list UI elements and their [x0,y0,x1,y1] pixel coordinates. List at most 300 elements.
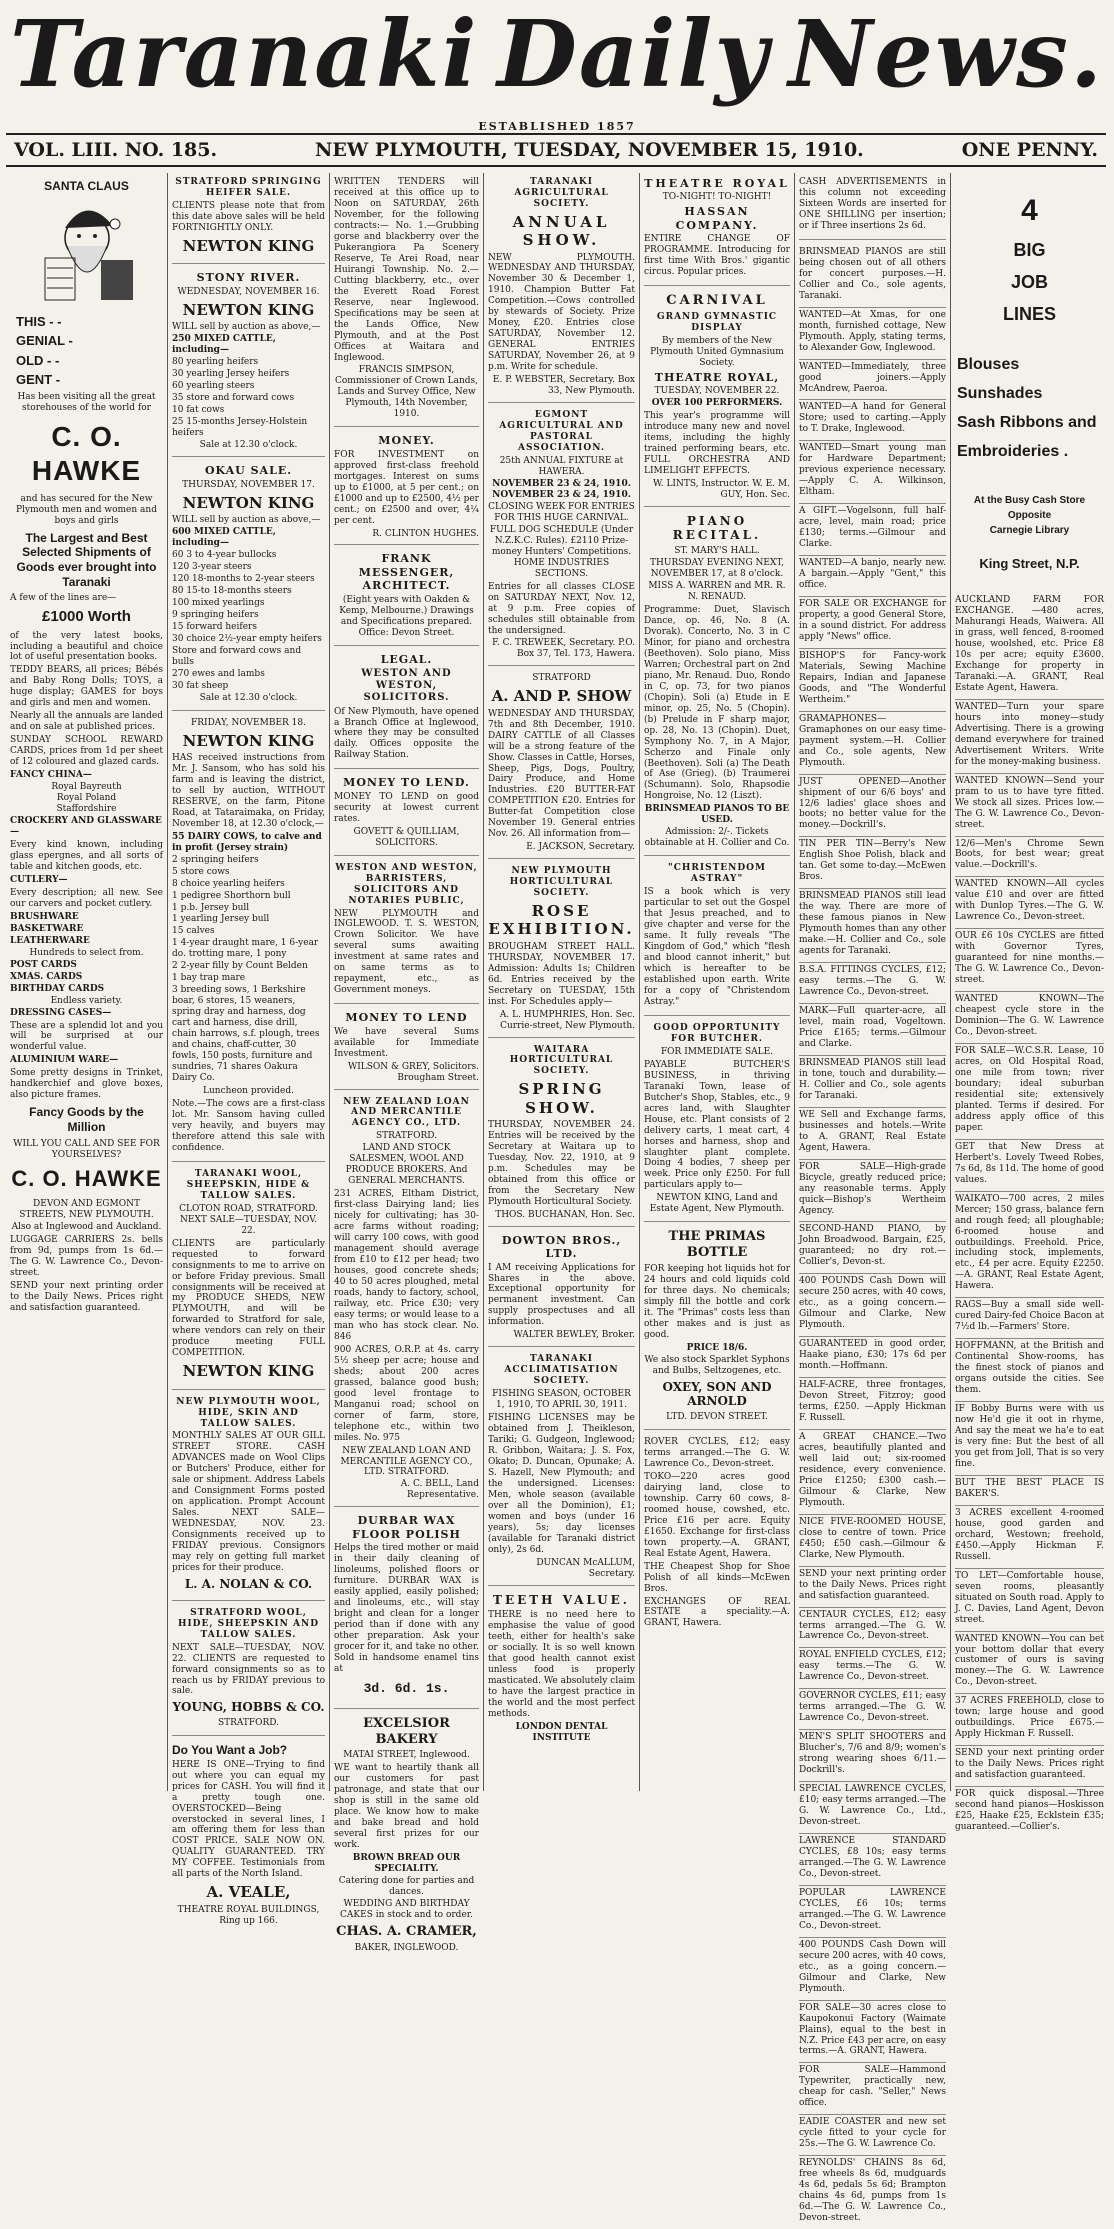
cattle-item: 30 choice 2½-year empty heifers [172,633,322,644]
bewley: WALTER BEWLEY, Broker. [513,1330,635,1341]
theatre2-date: TUESDAY, NOVEMBER 22. [654,386,780,397]
secured-text: and has secured for the New Plymouth men and women and boys and girls [16,493,157,526]
hawke-name-2: C. O. HAWKE [11,1166,162,1192]
heading: Do You Want a Job? [172,1743,288,1758]
note: Note.—The cows are a first-class lot. Mr. Sansom having culled very heavily, and buyers may therefore attend this sale with confidence. [172,1098,325,1153]
classified-ad: FOR SALE—Hammond Typewriter, practically new, cheap for cash. "Seller," News office. [799,2065,946,2115]
text: I AM receiving Applications for Shares in the above. Exceptional opportunity for permanent investment. Can supply prospectuses and all information. [488,1262,635,1328]
classified-ad: 400 POUNDS Cash Down will secure 250 acres, with 40 cows, etc., as a going concern.—Gilmour and Clarke, New Plymouth. [799,1276,946,1337]
fishing: FISHING SEASON, OCTOBER 1, 1910, TO APRIL 30, 1911. [492,1389,631,1411]
nzloan2: NEW ZEALAND LOAN AND MERCANTILE AGENCY CO., LTD. STRATFORD. [340,1445,473,1478]
blouses-list [957,351,1102,466]
blouses: Blouses [957,356,1020,374]
text: MONTHLY SALES AT OUR GILL STREET STORE. CASH ADVANCES made on Wool Clips or Butchers' Produce, either for sale or shipment. Address Labels and Consignment Forms posted on application. Prompt Account Sales. NEXT SALE—WEDNESDAY, NOV. 23. Consignments received up to FRIDAY previous. Consignors may rely on getting full market prices for their produce. [172,1431,325,1574]
classified-ad: 12/6—Men's Chrome Sewn Boots, for best wear; great value.—Dockrill's. [955,839,1104,878]
performers: OVER 100 PERFORMERS. [651,398,783,409]
text: MONEY TO LEND on good security at lowest current rates. [334,791,479,824]
theatre-ad [644,177,790,286]
spring-show-ad [488,1045,635,1227]
cattle-item: Store and forward cows and bulls [172,645,302,667]
nolan: L. A. NOLAN & CO. [184,1577,313,1592]
sale-time: Sale at 12.30 o'clock. [199,692,298,703]
govett: GOVETT & QUILLIAM, SOLICITORS. [353,826,460,848]
piano-recital-ad [644,514,790,856]
cutlery-text: Every description; all new. See our carvers and pocket cutlery. [10,887,163,909]
heading: WESTON AND WESTON, BARRISTERS, SOLICITORS AND NOTARIES PUBLIC, [335,862,478,906]
genial-line-1: THIS - - [16,313,62,329]
butcher-ad [644,1023,790,1222]
text: WE want to heartily thank all our customers for past patronage, and state that our shop is still in the same old place. We know how to make and bake bread and hold several first prizes for our work. [334,1763,479,1851]
okau-sale-ad [172,464,325,710]
classified-ad: WE Sell and Exchange farms, businesses and hotels.—Write to A. GRANT, Real Estate Agent, Hawera. [799,1110,946,1160]
hide-sales-ad [172,1397,325,1601]
basketware: BASKETWARE [10,923,84,934]
volume-number: VOL. LIII. NO. 185. [14,139,218,161]
dairy-heading: 55 DAIRY COWS, to calve and in profit (Jersey strain) [172,831,322,853]
legal-ad [334,653,479,770]
classified-ad: SECOND-HAND PIANO, by John Broadwood. Bargain, £25, guaranteed; no dry rot.—Collier's, Devon-st. [799,1224,946,1274]
classified-ad: WANTED—Immediately, three good joiners.—Apply McAndrew, Paeroa. [799,362,946,401]
classified-ad: FOR SALE OR EXCHANGE for property, a good General Store, in a sound district. For address apply "News" office. [799,599,946,649]
theatre2: THEATRE ROYAL, [654,370,780,384]
send-printing-ad: SEND your next printing order to the Daily News. Prices right and satisfaction guaranteed. [10,1281,163,1314]
cattle-item: 100 mixed yearlings [172,597,265,608]
annual-show: ANNUAL SHOW. [512,212,611,250]
classified-list [799,247,946,2229]
dateline [6,133,1106,167]
simpson: FRANCIS SIMPSON, Commissioner of Crown Lands, Lands and Survey Office, New Plymouth, 14th November, 1910. [334,365,479,420]
classified-ad: A GREAT CHANCE.—Two acres, beautifully planted and well laid out; six-roomed residence, every convenience. Price £1250; £300 cash.—Gilmour & Clarke, New Plymouth. [799,1432,946,1515]
classified-ad: A GIFT.—Vogelsonn, full half-acre, level, main road; price £130; terms.—Gilmour and Clarke. [799,506,946,556]
heading: THE PRIMAS BOTTLE [668,1229,766,1261]
classified-ad: BRINSMEAD PIANOS are still being chosen out of all others for concert purposes.—H. Collier and Co., sole agents, Taranaki. [799,247,946,308]
text: NEW PLYMOUTH and INGLEWOOD. T. S. WESTON, Crown Solicitor. We have several sums awaiting investment at same rates and on same terms as to repayment, etc., as Government moneys. [334,908,479,996]
santa-claus-illustration [27,198,147,308]
cattle-item: 35 store and forward cows [172,392,295,403]
text: FOR INVESTMENT on approved first-class freehold mortgages. Interest on sums up to £1000, at 5 per cent.; on £1000 and up to £2500, 4½ per cent.; on £2500 and over, 4¼ per cent. [334,449,479,526]
xmas-cards: XMAS. CARDS [10,971,83,982]
classified-ad: FOR SALE—W.C.S.R. Lease, 10 acres, on Old Hospital Road, one mile from town; river boundary; ideal suburban residential site; extensively planted. Terms if desired. For address apply office of this paper. [955,1046,1104,1140]
messenger-ad [334,552,479,645]
carnegie: Carnegie Library [989,524,1070,536]
oxey: OXEY, SON AND ARNOLD [662,1379,772,1409]
hughes: R. CLINTON HUGHES. [372,528,479,539]
humphries: A. L. HUMPHRIES, Hon. Sec. Currie-street, New Plymouth. [499,1009,635,1031]
dairy-item: 1 pedigree Shorthorn bull [172,890,291,901]
nz-loan-ad [334,1097,479,1508]
teddy-text: TEDDY BEARS, all prices; Bébés and Baby Rong Dolls; TOYS, a huge display; GAMES for boys and girls and men and women. [10,665,163,709]
birthday-cards: BIRTHDAY CARDS [10,983,105,994]
sash-ribbons: Sash Ribbons and Embroideries . [957,414,1097,460]
heading: NEW PLYMOUTH WOOL, HIDE, SKIN AND TALLOW SALES. [176,1396,321,1429]
classified-ad: GUARANTEED in good order, Haake piano, £30; 17s 6d per month.—Hoffmann. [799,1339,946,1378]
cattle-item: 30 yearling Jersey heifers [172,368,290,379]
dressing-text: These are a splendid lot and you will be surprised at our wonderful value. [10,1020,163,1053]
dairy-item: 2 2-year filly by Count Belden [172,961,308,972]
sunshades: Sunshades [957,385,1043,403]
date: WEDNESDAY, NOVEMBER 16. [177,286,320,297]
classified-ad: EADIE COASTER and new set cycle fitted to your cycle for 25s.—The G. W. Lawrence Co. [799,2117,946,2156]
few-lines: A few of the lines are— [10,593,117,604]
aluminium-text: Some pretty designs in Trinket, handkerchief and glove boxes, also picture frames. [10,1068,163,1101]
dog: FULL DOG SCHEDULE (Under N.Z.K.C. Rules). £2110 Prize-money Hunters' Competitions. HOME INDUSTRIES SECTIONS. [489,524,634,579]
classified-ad: GET that New Dress at Herbert's. Lovely Tweed Robes, 7s 6d, 8s 11d. The home of good values. [955,1142,1104,1192]
will-sell: WILL sell by auction as above,— [172,321,321,332]
heading: DOWTON BROS., LTD. [501,1233,622,1261]
books-text: of the very latest books, including a beautiful and choice lot of useful presentation books. [10,630,163,663]
classified-ad: BRINSMEAD PIANOS still lead the way. There are more of these famous pianos in New Plymouth homes than any other make.—H. Collier and Co., sole agents for Taranaki. [799,891,946,963]
admission: Admission: 2/-. Tickets obtainable at H. Collier and Co. [644,827,790,849]
classified-ad: SEND your next printing order to the Daily News. Prices right and satisfaction guaranteed. [799,1569,946,1608]
will-you-call: WILL YOU CALL AND SEE FOR YOURSELVES? [13,1138,160,1160]
crockery-text: Every kind known, including glass epergnes, and all sorts of table and kitchen goods, etc. [10,839,163,872]
column-2 [168,173,330,1926]
heading: MONEY TO LEND [345,1011,468,1025]
hawke-address: DEVON AND EGMONT STREETS, NEW PLYMOUTH. [19,1199,154,1221]
exchanges-ad: EXCHANGES OF REAL ESTATE a speciality.—A. GRANT, Hawera. [644,1596,790,1629]
bell: A. C. BELL, Land Representative. [400,1479,479,1501]
classified-ad: MARK—Full quarter-acre, all level, main road, Vogeltown. Price £165; terms.—Gilmour and Clarke. [799,1006,946,1056]
weston: WESTON AND WESTON, SOLICITORS. [361,667,452,704]
teeth-ad [488,1593,635,1750]
big-job-lines [955,193,1104,325]
weston-barristers-ad [334,863,479,1005]
luggage-ad: LUGGAGE CARRIERS 2s. bells from 9d, pumps from 1s 6d.—The G. W. Lawrence Co., Devon-street. [10,1235,163,1279]
stock: LAND AND STOCK SALESMEN, WOOL AND PRODUCE BROKERS. And GENERAL MERCHANTS. [345,1143,468,1187]
closing: CLOSING WEEK FOR ENTRIES FOR THIS HUGE CARNIVAL. [488,501,635,523]
heading: NEW PLYMOUTH HORTICULTURAL SOCIETY. [509,866,614,899]
classified-ad: GOVERNOR CYCLES, £11; easy terms arranged.—The G. W. Lawrence Co., Devon-street. [799,1691,946,1730]
wilson: WILSON & GREY, Solicitors. Brougham Street. [347,1061,479,1083]
newton-king: NEWTON KING, Land and Estate Agent, New Plymouth. [649,1193,785,1215]
treweek: F. C. TREWEEK, Secretary. P.O. Box 37, Tel. 173, Hawera. [492,638,635,660]
text: CLIENTS are particularly requested to forward consignments to me to arrive on or before Friday previous. Small consignments will be received at my PRODUCE SHEDS, NEW PLYMOUTH, and will be forwarded to Stratford for sale, where vendors can rely on their produce meeting FULL COMPETITION. [172,1238,325,1359]
lend2-ad [334,1011,479,1089]
text: BROUGHAM STREET HALL. THURSDAY, NOVEMBER 17. Admission: Adults 1s; Children 6d. Entries received by the Secretary on TUESDAY, 15th inst. For Schedules apply— [488,941,635,1007]
sunday-text: SUNDAY SCHOOL REWARD CARDS, prices from 1d per sheet of 12 coloured and glazed cards. [10,735,163,768]
stratford-show-ad [488,673,635,859]
newton-king: NEWTON KING [182,300,315,319]
classified-ad: WANTED—Smart young man for Hardware Department; previous experience necessary.—Apply C. A. Wilkinson, Eltham. [799,443,946,504]
visiting-text: Has been visiting all the great storehouses of the world for [17,391,156,413]
cash-ads-notice [799,177,946,240]
tonight: TO-NIGHT! TO-NIGHT! [662,192,772,203]
job: JOB [1010,271,1048,292]
veale-address: THEATRE ROYAL BUILDINGS, Ring up 166. [177,1904,320,1926]
column-7 [951,173,1108,1833]
heading: FRANK MESSENGER, ARCHITECT. [358,552,455,593]
classified-ad: WANTED—Turn your spare hours into money—study Advertising. There is a growing demand everywhere for trained Advertisement Writers. Write for the money-making business. [955,702,1104,774]
carnival: CARNIVAL [666,293,768,309]
gym-text: By members of the New Plymouth United Gymnasium Society. [650,335,784,368]
classified-ad: OUR £6 10s CYCLES are fitted with Governor Tyres, guaranteed for nine months.—The G. W. Lawrence Co., Devon-street. [955,931,1104,992]
heading: STRATFORD WOOL, HIDE, SHEEPSKIN AND TALLOW SALES. [177,1607,320,1640]
classified-ad: WANTED KNOWN—The cheapest cycle store in the Dominion—The G. W. Lawrence Co., Devon-street. [955,994,1104,1044]
acres-900: 900 ACRES, O.R.P. at 4s. carry 5½ sheep per acre; house and sheds; about 200 acres grassed, balance good bush; good level frontage to Manganui road; school on corner of farm, store, telephone etc., within two miles. No. 975 [334,1344,479,1443]
heading: WAITARA HORTICULTURAL SOCIETY. [509,1044,614,1077]
cattle-item: 60 3 to 4-year bullocks [172,550,277,561]
classified-ad: WANTED KNOWN—Send your pram to us to have tyre fitted. We stock all sizes. Prices low.—The G. W. Lawrence Co., Devon-street. [955,776,1104,837]
genial-line-2: GENIAL - [16,333,73,349]
text: Helps the tired mother or maid in their daily cleaning of linoleums, polished floors or furniture. DURBAR WAX is easily applied, easily polished; and linoleums, etc., will stay bright and clean for a longer period than if done with any other preparation. Ask your grocer for it, and take no other. Sold in handsome enamel tins at [334,1543,479,1674]
price: PRICE 18/6. [686,1342,748,1353]
rose-exhibition-ad [488,866,635,1037]
heading: EGMONT AGRICULTURAL AND PASTORAL ASSOCIATION. [499,410,624,453]
sale-time: Sale at 12.30 o'clock. [199,439,298,450]
cutlery-heading: CUTLERY— [10,874,68,885]
worth-heading: £1000 Worth [42,608,131,626]
columns [6,173,1108,2224]
gym-more: This year's programme will introduce many new and novel items, including the highly trained performing bears, etc. FULL ORCHESTRA AND LIMELIGHT EFFECTS. [644,411,790,476]
dairy-item: 15 calves [172,926,215,937]
young-hobbs: YOUNG, HOBBS & CO. [172,1700,325,1715]
text: PAYABLE BUTCHER'S BUSINESS, in thriving Taranaki Town, lease of Butcher's Shop, Stables, etc., 9 acres land, with Slaughter House, etc. Plant consists of 2 delivery carts, 1 meat cart, 4 horses and harness, shop and slaughter plant complete. Doing 4 bodies, 7 sheep per week. Price only £250. For full particulars apply to— [644,1059,790,1191]
immediate: FOR IMMEDIATE SALE. [660,1046,774,1057]
cattle-item: 270 ewes and lambs [172,668,265,679]
lend-ad [334,776,479,855]
column-6 [795,173,951,2224]
dairy-item: 1 4-year draught mare, 1 6-year do. trotting mare, 1 pony [172,938,319,960]
linton: W. LINTS, Instructor. W. E. M. GUY, Hon. Sec. [653,478,790,500]
masthead-word-2: Daily [497,0,770,108]
newton-king: NEWTON KING [182,493,315,512]
busy-cash-store [955,493,1104,574]
newton-king: NEWTON KING [182,731,315,750]
heading: GOOD OPPORTUNITY FOR BUTCHER. [653,1022,781,1044]
will-sell: WILL sell by auction as above,— [172,515,321,526]
dressing-heading: DRESSING CASES— [10,1007,112,1018]
classified-ad: FOR SALE—High-grade Bicycle, greatly reduced price; any reasonable terms. Apply quick—Bishop's Wertheim Agency. [799,1162,946,1223]
classified-ad: ROYAL ENFIELD CYCLES, £12; easy terms.—The G. W. Lawrence Co., Devon-street. [799,1650,946,1689]
cattle-item: 9 springing heifers [172,609,259,620]
text: FOR keeping hot liquids hot for 24 hours and cold liquids cold for three days. No chemicals; simply fill the bottle and cork it. The "Primas" costs less than other makes and is just as good. [644,1264,790,1340]
stony-river-ad [172,271,325,457]
newton-king: NEWTON KING [182,1362,315,1381]
classified-ad: WANTED—A hand for General Store; used to carting.—Apply to T. Drake, Inglewood. [799,402,946,441]
china-items: Royal Bayreuth Royal Poland Staffordshire [51,782,122,815]
genial-gent [16,312,157,390]
classified-ad: POPULAR LAWRENCE CYCLES, £6 10s; terms arranged.—The G. W. Lawrence Co., Devon-street. [799,1888,946,1938]
hall-date: THURSDAY EVENING NEXT, NOVEMBER 17, at 8 o'clock. [650,558,784,580]
stratford-wool-ad [172,1608,325,1736]
classified-ad: 37 ACRES FREEHOLD, close to town; large house and good outbuildings. Price £675.—Apply Hickman F. Russell. [955,1696,1104,1746]
gym: GRAND GYMNASTIC DISPLAY [656,311,778,333]
cheapest-ad: THE Cheapest Shop for Shoe Polish of all kinds—McEwen Bros. [644,1561,790,1594]
egmont-ad [488,410,635,666]
hawke-name: C. O. HAWKE [31,420,142,486]
classified-ad: FOR quick disposal.—Three second hand pianos—Hoskisson £25, Haake £25, Ecklstein £35; guaranteed.—Collier's. [955,1789,1104,1833]
acres-231: 231 ACRES, Eltham District, first-class Dairying land; lies nicely for cultivating; has 30-acre farms without roading; will carry 100 cows, with good management should average from £10 to £12 per head; two houses, good concrete sheds; 40 to 50 acres ploughed, metal roads, handy to factory, school, railway, etc. Price £30; very easy terms; or would lease to a man who has stock clear. No. 846 [334,1189,479,1342]
text: THERE is no need here to emphasise the value of good teeth, either for health's sake or socially. It is so well known that good health cannot exist unless food is properly masticated. We absolutely claim to have the largest practice in the world and the most perfect methods. [488,1610,635,1720]
cattle-heading: 250 MIXED CATTLE, including— [172,333,276,355]
place-date: NEW PLYMOUTH, TUESDAY, NOVEMBER 15, 1910. [315,139,864,161]
post-cards: POST CARDS [10,959,77,970]
established-line: ESTABLISHED 1857 [478,120,636,133]
cattle-item: 30 fat sheep [172,680,229,691]
webster: E. P. WEBSTER, Secretary. Box 33, New Plymouth. [492,375,635,397]
cramer: CHAS. A. CRAMER, [336,1923,477,1939]
classified-ad: TIN PER TIN—Berry's New English Shoe Polish, black and tan. Get some to-day.—McEwen Bros. [799,839,946,889]
heading: TEETH VALUE. [493,1592,630,1607]
mcallum: DUNCAN McALLUM, Secretary. [536,1557,635,1579]
text: ENTIRE CHANGE OF PROGRAMME. Introducing for first time With Bros.' gigantic circus. Popular prices. [644,234,790,278]
opposite: Opposite [1007,509,1052,521]
hassan: HASSAN COMPANY. [675,205,759,232]
job-ad [172,1743,325,1933]
fixture: 25th ANNUAL FIXTURE at HAWERA. [499,455,624,477]
classified-ad: B.S.A. FITTINGS CYCLES, £12; easy terms.—The G. W. Lawrence Co., Devon-street. [799,965,946,1004]
dowton-ad [488,1234,635,1348]
classified-ad: IF Bobby Burns were with us now He'd gie it oot in rhyme, And say the meat we ha'e to eat is very fine: But the best of all you get from Joll, That is so very fine. [955,1404,1104,1476]
big: BIG [1013,239,1046,260]
catering: Catering done for parties and dances. [338,1876,475,1898]
largest-shipment: The Largest and Best Selected Shipments of Goods ever brought into Taranaki [16,530,157,589]
santa-heading: SANTA CLAUS [44,179,129,193]
classified-ad: GRAMAPHONES—Gramaphones on our easy time-payment system.—H. Collier and Co., sole agents, New Plymouth. [799,714,946,775]
classified-ad: 3 ACRES excellent 4-roomed house, good garden and orchard, Westown; freehold, £450.—Apply Hickman F. Russell. [955,1508,1104,1569]
classified-ad: SEND your next printing order to the Daily News. Prices right and satisfaction guaranteed. [955,1748,1104,1787]
cattle-item: 60 yearling steers [172,380,255,391]
classified-ad: SPECIAL LAWRENCE CYCLES, £10; easy terms arranged.—The G. W. Lawrence Co., Ltd., Devon-street. [799,1784,946,1834]
dairy-item: 1 yearling Jersey bull [172,914,270,925]
christendom-ad [644,863,790,1016]
column-4 [484,173,640,1791]
cattle-item: 10 fat cows [172,404,225,415]
dairy-item: 5 store cows [172,866,230,877]
classified-ad: 400 POUNDS Cash Down will secure 200 acres, with 40 cows, etc., as a going concern.—Gilmour and Clarke, New Plymouth. [799,1940,946,2001]
dairy-item: 2 springing heifers [172,854,259,865]
ware-text: Hundreds to select from. [29,947,144,958]
oxey-sub: LTD. DEVON STREET. [666,1411,768,1422]
brushware: BRUSHWARE [10,911,79,922]
brown-bread: BROWN BREAD OUR SPECIALITY. [352,1853,461,1875]
text: WEDNESDAY AND THURSDAY, 7th and 8th December, 1910. DAIRY CATTLE of all Classes will be a strong feature of the Show. Classes in Cattle, Horses, Sheep, Pigs, Dogs, Poultry, Dairy Produce, and Home Industries. £20 BUTTER-FAT COMPETITION £20. Entries for Butter-fat Competition close November 19. General entries Nov. 26. All information from— [488,708,635,840]
heading: DURBAR WAX FLOOR POLISH [352,1514,461,1541]
column-1 [6,173,168,1791]
cattle-item: 120 3-year steers [172,562,252,573]
syphons: We also stock Sparklet Syphons and Bulbs, Seltzogenes, etc. [644,1354,790,1376]
text: CLIENTS please note that from this date above sales will be held FORTNIGHTLY ONLY. [172,200,325,233]
hawke-also: Also at Inglewood and Auckland. [11,1222,162,1233]
jackson: E. JACKSON, Secretary. [526,842,635,853]
classified-ad: REYNOLDS' CHAINS 8s 6d, free wheels 8s 6d, mudguards 4s 6d, pedals 5s 6d; Brampton chains 4s 6d, pumps from 1s 6d.—The G. W. Lawrence Co., Devon-street. [799,2158,946,2224]
classified-ad: NICE FIVE-ROOMED HOUSE, close to centre of town. Price £450; £50 cash.—Gilmour & Clarke, New Plymouth. [799,1517,946,1567]
wedding: WEDDING AND BIRTHDAY CAKES in stock and to order. [340,1898,473,1920]
classified-ad: TO LET—Comfortable house, seven rooms, pleasantly situated on South road. Apply to J. C. Davies, Land Agent, Devon street. [955,1571,1104,1632]
annuals-text: Nearly all the annuals are landed and on sale at published prices. [10,711,163,733]
classified-ad: FOR SALE—30 acres close to Kaupokonui Factory (Waimate Plains), equal to the best in N.Z. Price £43 per acre, on easy terms.—A. GRANT, Hawera. [799,2003,946,2064]
tenders-ad [334,177,479,427]
toko-ad: TOKO—220 acres good dairying land, close to township. Carry 60 cows, 8-roomed house, cowshed, etc. Price £16 per acre. Equity £1650. Exchange for first-class town property.—A. GRANT, Real Estate Agent, Hawera. [644,1471,790,1559]
classified-ad: HALF-ACRE, three frontages, Devon Street, Fitzroy; good terms, £250. —Apply Hickman F. Russell. [799,1380,946,1430]
heading: TARANAKI ACCLIMATISATION SOCIETY. [504,1354,619,1387]
lines: LINES [1002,303,1056,324]
entries: Entries for all classes CLOSE on SATURDAY NEXT, Nov. 12, at 9 p.m. Free copies of schedules still obtainable from the undersigned. [488,581,635,636]
classified-ad: BISHOP'S for Fancy-work Materials, Sewing Machine Repairs, Indian and Japanese Goods, and "The Wonderful Wertheim." [799,651,946,712]
issue-price: ONE PENNY. [961,139,1098,161]
classified-ad: AUCKLAND FARM FOR EXCHANGE. —480 acres, Mahurangi Heads, Waiwera. All in grass, well fenced, 8-roomed house, woolshed, etc. Price £8 10s per acre; equity £3600. Exchange for property in Taranaki.—A. GRANT, Real Estate Agent, Hawera. [955,595,1104,700]
text: HERE IS ONE—Trying to find out where you can equal my prices for CASH. You will find it a pretty tough one. OVERSTOCKED—Being overstocked in several lines, I am offering them for less than COST PRICE. SALE NOW ON. QUALITY GUARANTEED. TRY MY COFFEE. Testimonials from all parts of the North Island. [172,1759,325,1880]
warren: MISS A. WARREN and MR. R. N. RENAUD. [648,581,786,602]
buchanan: THOS. BUCHANAN, Hon. Sec. [495,1209,635,1220]
stratford: STRATFORD [532,673,591,684]
classified-ad: RAGS—Buy a small side well-cured Dairy-fed Choice Bacon at 7½d lb.—Farmers' Store. [955,1300,1104,1339]
price: 3d. 6d. 1s. [363,1680,450,1696]
heading: STRATFORD SPRINGING HEIFER SALE. [175,177,322,198]
heading: PIANO RECITAL. [672,513,762,543]
number-4: 4 [1021,194,1038,227]
cattle-item: 80 yearling heifers [172,356,259,367]
heading: STONY RIVER. [196,271,301,285]
text: We have several Sums available for Immediate Investment. [334,1026,479,1059]
text: IS a book which is very particular to set out the Gospel that Jesus preached, and to give chapter and verse for the same. It fully reveals "The Kingdom of God," which "flesh and blood cannot inherit," but which is hereafter to be established upon earth. Write for a copy of "Christendom Astray." [644,887,790,1007]
genial-line-3: OLD - - [16,352,60,368]
classified-ad: LAWRENCE STANDARD CYCLES, £8 10s; easy terms arranged.—The G. W. Lawrence Co., Devon-street. [799,1836,946,1886]
cattle-item: 15 forward heifers [172,621,257,632]
wool-sales-ad [172,1169,325,1390]
text: NEW PLYMOUTH. WEDNESDAY AND THURSDAY, November 30 & December 1, 1910. Champion Butter Fat Competition.—Cows controlled by stewards of Society. Prize Money, £20. Entries close SATURDAY, November 12. GENERAL ENTRIES SATURDAY, November 26, at 9 p.m. Write for schedule. [488,252,635,373]
fancy-china-heading: FANCY CHINA— [10,770,92,781]
heading: TARANAKI WOOL, SHEEPSKIN, HIDE & TALLOW SALES. [186,1168,311,1201]
date: THURSDAY, NOVEMBER 17. [182,479,315,490]
sub: MATAI STREET, Inglewood. [343,1750,470,1761]
cattle-item: 120 18-months to 2-year steers [172,573,315,584]
genial-line-4: GENT - [16,372,61,388]
date: FRIDAY, NOVEMBER 18. [191,717,306,728]
classified-ad: CENTAUR CYCLES, £12; easy terms arranged.—The G. W. Lawrence Co., Devon-street. [799,1610,946,1649]
heading: OKAU SALE. [204,464,293,478]
column-3 [330,173,484,1953]
brinsmead: BRINSMEAD PIANOS TO BE USED. [644,804,790,826]
friday-sale-ad [172,718,325,1162]
heading: LEGAL. [380,652,433,666]
classified-ad: WANTED KNOWN—You can bet your bottom dollar that every customer of ours is saving money.—The G. W. Lawrence Co., Devon-street. [955,1634,1104,1695]
spring: SPRING SHOW. [518,1080,605,1117]
classified-ad: BUT THE BEST PLACE IS BAKER'S. [955,1478,1104,1506]
text: NEXT SALE—TUESDAY, NOV. 22. CLIENTS are requested to forward consignments so as to reach us by FRIDAY previous to sale. [172,1642,325,1697]
text: (Eight years with Oakden & Kemp, Melbourne.) Drawings and Specifications prepared. Office: Devon Street. [339,594,474,638]
cramer-sub: BAKER, INGLEWOOD. [354,1942,459,1953]
heading: NEW ZEALAND LOAN AND MERCANTILE AGENCY CO., LTD. [343,1096,470,1129]
text: FISHING LICENSES may be obtained from J. Theikleson, Tariki; G. Gudgeon, Inglewood; R. Gribbon, Waitara; J. S. Fox, Okato; D. Duncan, Opunake; A. S. Hazell, New Plymouth; and the undersigned. Licenses: Men, whole season (available over all the Dominion), £1; women and boys (under 16 years), 5s; day licenses (available for Taranaki district only), 2s 6d. [488,1413,635,1555]
masthead [10,0,1104,108]
classified-ad: WANTED—At Xmas, for one month, furnished cottage, New Plymouth. Apply, stating terms, to Alexander Gow, Inglewood. [799,310,946,360]
excelsior-ad [334,1716,479,1960]
agricultural-show-ad [488,177,635,403]
dairy-item: 8 choice yearling heifers [172,878,285,889]
carnival-ad [644,293,790,507]
masthead-word-1: Taranaki [10,0,479,108]
masthead-word-3: News. [788,0,1104,108]
sub: STRATFORD. [375,1131,438,1142]
heading: "CHRISTENDOM ASTRAY" [668,863,766,885]
heading: EXCELSIOR BAKERY [363,1715,450,1747]
classified-ad: BRINSMEAD PIANOS still lead in tone, touch and durability.—H. Collier and Co., sole agents for Taranaki. [799,1058,946,1108]
text: Of New Plymouth, have opened a Branch Office at Inglewood, where they may be consulted daily. Offices opposite the Railway Station. [334,706,479,761]
aluminium-heading: ALUMINIUM WARE— [10,1055,119,1066]
acclimatisation-ad [488,1354,635,1585]
stratford-heifer-ad [172,177,325,264]
leatherware: LEATHERWARE [10,935,90,946]
money-ad [334,434,479,545]
classified-ad: HOFFMANN, at the British and Continental Show-rooms, has the finest stock of pianos and organs outside the cities. See them. [955,1341,1104,1402]
cattle-item: 25 15-months Jersey-Holstein heifers [172,416,308,438]
hall: ST. MARY'S HALL. [674,546,760,557]
dairy-item: 1 bay trap mare [172,973,246,984]
dairy-item: 1 p.b. Jersey bull [172,902,250,913]
durbar-ad [334,1514,479,1708]
rover-ad: ROVER CYCLES, £12; easy terms arranged.—The G. W. Lawrence Co., Devon-street. [644,1436,790,1469]
